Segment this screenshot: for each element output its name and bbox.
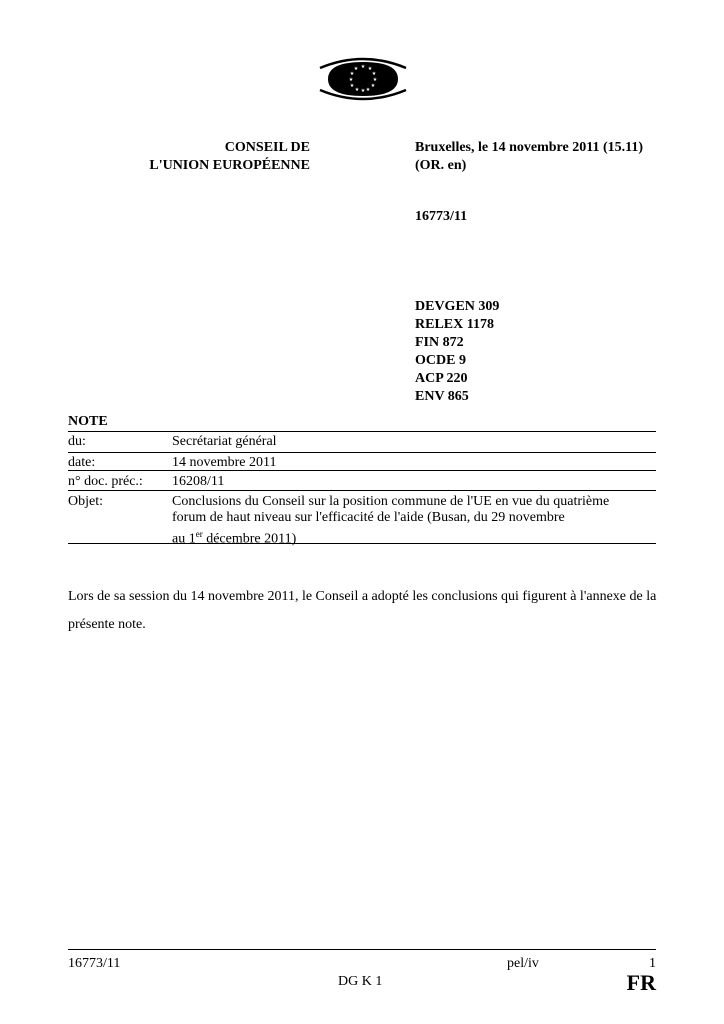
svg-text:★: ★ (360, 64, 366, 70)
meta-label-from: du: (68, 434, 86, 449)
svg-text:★: ★ (367, 66, 373, 72)
svg-text:★: ★ (371, 71, 377, 77)
meta-value-subject (172, 494, 656, 548)
footer-language: FR (626, 970, 656, 995)
svg-text:★: ★ (372, 77, 378, 83)
divider (68, 490, 656, 491)
date-block (415, 139, 643, 175)
subject-line3-post: décembre 2011) (202, 531, 297, 547)
council-name-line2: L'UNION EUROPÉENNE (149, 158, 310, 173)
svg-text:★: ★ (370, 83, 376, 89)
meta-value-prev-doc: 16208/11 (172, 474, 225, 489)
svg-text:★: ★ (353, 66, 359, 72)
footer-doc-ref: 16773/11 (68, 956, 121, 971)
divider (68, 470, 656, 471)
subject-line: forum de haut niveau sur l'efficacité de l'aide (Busan, du 29 novembre (172, 510, 565, 525)
note-title: NOTE (68, 414, 108, 429)
divider (68, 452, 656, 453)
svg-text:★: ★ (349, 71, 355, 77)
classification-codes (415, 298, 499, 406)
council-name (110, 139, 310, 175)
meta-value-from: Secrétariat général (172, 434, 277, 449)
subject-line: Conclusions du Conseil sur la position commune de l'UE en vue du quatrième (172, 494, 610, 509)
svg-text:★: ★ (360, 88, 366, 94)
svg-text:★: ★ (365, 87, 371, 93)
meta-label-subject: Objet: (68, 494, 103, 509)
divider (68, 431, 656, 432)
body-paragraph: Lors de sa session du 14 novembre 2011, le Conseil a adopté les conclusions qui figurent à l'annexe de la présente note. (68, 589, 657, 632)
footer-page-number: 1 (649, 956, 656, 971)
council-emblem-logo (318, 54, 408, 104)
meta-value-date: 14 novembre 2011 (172, 455, 277, 470)
meta-label-date: date: (68, 455, 96, 470)
code-item: OCDE 9 (415, 353, 466, 368)
svg-text:★: ★ (354, 87, 360, 93)
code-item: DEVGEN 309 (415, 299, 500, 314)
svg-text:★: ★ (349, 83, 355, 89)
subject-line3-sup: er (195, 529, 203, 539)
footer-divider (68, 949, 656, 950)
meta-label-prev-doc: n° doc. préc.: (68, 474, 143, 489)
code-item: ENV 865 (415, 389, 469, 404)
code-item: FIN 872 (415, 335, 464, 350)
footer-directorate: DG K 1 (338, 974, 383, 989)
date-line: Bruxelles, le 14 novembre 2011 (15.11) (415, 140, 643, 155)
council-name-line1: CONSEIL DE (224, 140, 310, 155)
footer-initials: pel/iv (507, 956, 539, 971)
document-number: 16773/11 (415, 209, 468, 224)
svg-text:★: ★ (348, 77, 354, 83)
divider (68, 543, 656, 544)
subject-line (172, 526, 656, 548)
code-item: ACP 220 (415, 371, 468, 386)
original-language: (OR. en) (415, 158, 467, 173)
code-item: RELEX 1178 (415, 317, 494, 332)
subject-line3-pre: au 1 (172, 531, 196, 547)
